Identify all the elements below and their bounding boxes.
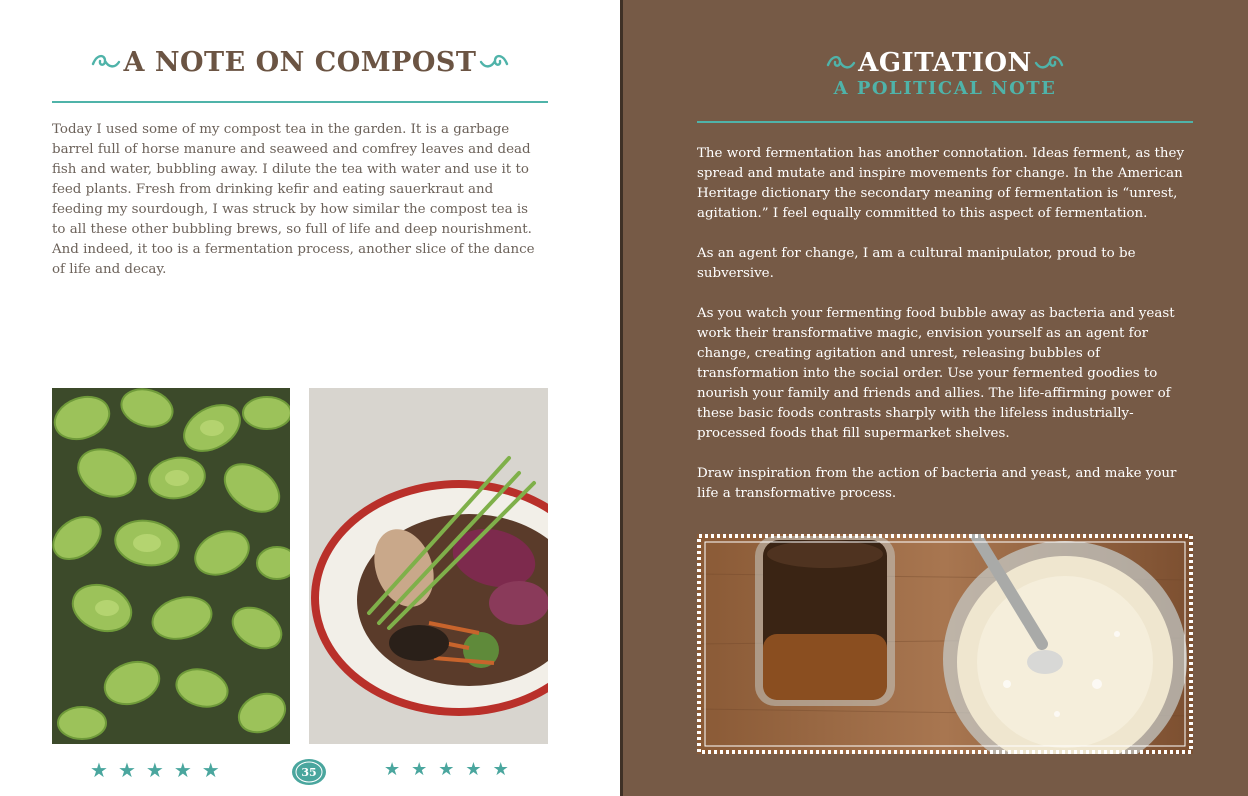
right-star-row	[384, 760, 509, 780]
swirl-icon	[1034, 53, 1064, 73]
agitation-text	[697, 144, 1193, 524]
star-icon: ★	[411, 759, 428, 780]
compost-paragraph: Today I used some of my compost tea in the garden. It is a garbage barrel full of horse manure and seaweed and comfrey leaves and dead fish and water, bubbling away. I dilute the tea with water and use it to feed plants. Fresh from drinking kefir and eating sauerkraut and feeding my sourdough, I was struck by how similar the compost tea is to all these other bubbling brews, so full of life and deep nourishment. And indeed, it too is a fermentation process, another slice of the dance of life and decay.	[52, 122, 535, 277]
paragraph: As you watch your fermenting food bubble away as bacteria and yeast work their transformative magic, envision yourself as an agent for change, creating agitation and unrest, releasing bubbles of transformation into the social order. Use your fermented goodies to nourish your family and friends and allies. The life-affirming power of these basic foods contrasts sharply with the lifeless industrially-processed foods that fill supermarket shelves.	[697, 306, 1175, 441]
star-icon: ★	[90, 758, 108, 782]
paragraph: The word fermentation has another connotation. Ideas ferment, as they spread and mutate and inspire movements for change. In the American Heritage dictionary the secondary meaning of fermentation is “unrest, agitation.” I feel equally committed to this aspect of fermentation.	[697, 146, 1185, 221]
mint-plant-photo	[52, 388, 290, 744]
paragraph: Draw inspiration from the action of bacteria and yeast, and make your life a transformative process.	[697, 466, 1177, 501]
page-number: 35	[290, 757, 328, 787]
right-page-title: AGITATION	[697, 45, 1193, 81]
compost-bowl-photo	[309, 388, 548, 744]
left-title-divider	[52, 101, 548, 103]
swirl-icon	[479, 52, 509, 72]
star-icon: ★	[465, 759, 482, 780]
paragraph: As an agent for change, I am a cultural manipulator, proud to be subversive.	[697, 246, 1136, 281]
star-icon: ★	[173, 758, 192, 782]
fermentation-jars-photo	[697, 534, 1193, 754]
star-icon: ★	[492, 759, 509, 780]
left-star-row	[90, 760, 220, 780]
right-title-divider	[697, 121, 1193, 123]
swirl-icon	[91, 52, 121, 72]
right-page	[623, 0, 1248, 796]
swirl-icon	[826, 53, 856, 73]
star-icon: ★	[145, 758, 164, 782]
left-page	[0, 0, 620, 796]
left-page-title: A NOTE ON COMPOST	[52, 42, 548, 82]
star-icon: ★	[201, 758, 220, 782]
star-icon: ★	[117, 758, 136, 782]
star-icon: ★	[384, 759, 401, 780]
star-icon: ★	[438, 759, 455, 780]
right-page-subtitle: A POLITICAL NOTE	[833, 78, 1057, 99]
